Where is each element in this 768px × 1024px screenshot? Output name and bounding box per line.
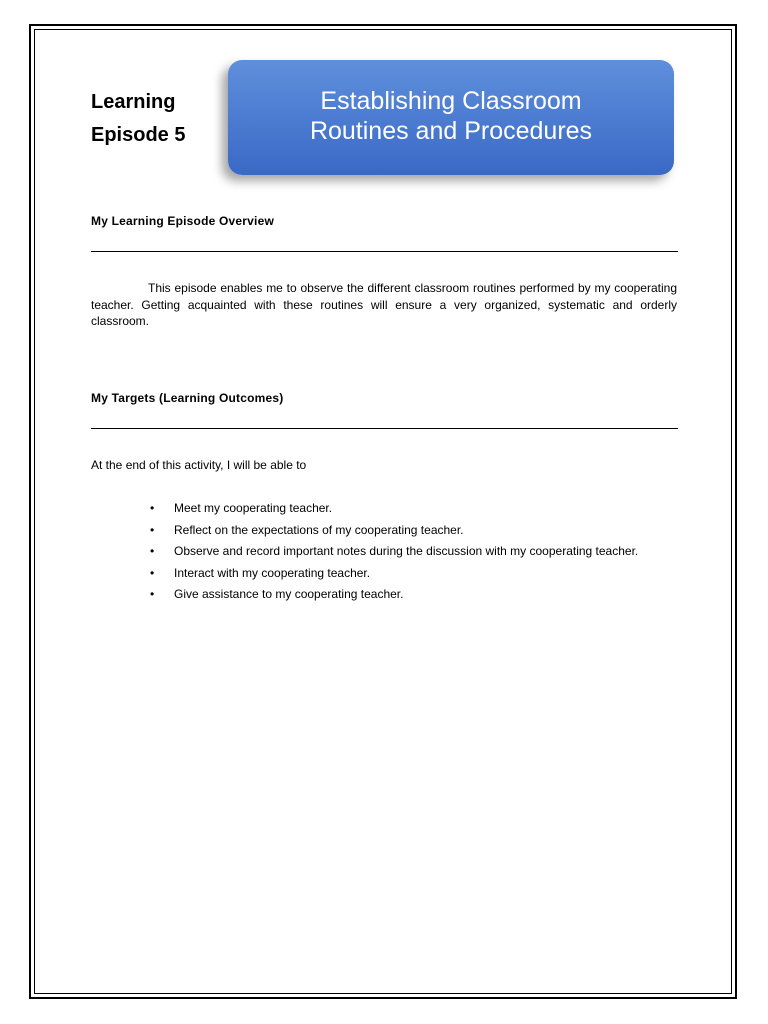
episode-label	[91, 86, 185, 152]
list-item-text: Interact with my cooperating teacher.	[174, 565, 371, 580]
list-item	[150, 520, 677, 542]
list-item	[150, 541, 677, 563]
bullet-icon: •	[150, 501, 155, 515]
list-item-text: Meet my cooperating teacher.	[174, 501, 333, 515]
bullet-icon: •	[150, 522, 155, 537]
list-item-text: Observe and record important notes during the discussion with my cooperating teacher.	[174, 544, 639, 558]
list-item-text: Give assistance to my cooperating teacher.	[174, 587, 404, 601]
overview-divider	[91, 251, 678, 252]
list-item	[150, 584, 677, 606]
bullet-icon: •	[150, 565, 155, 580]
overview-heading: My Learning Episode Overview	[91, 214, 274, 228]
targets-intro: At the end of this activity, I will be able to	[91, 458, 307, 472]
bullet-icon: •	[150, 587, 155, 601]
episode-label-line1: Learning	[91, 91, 176, 113]
targets-heading: My Targets (Learning Outcomes)	[91, 391, 284, 405]
episode-label-line2: Episode 5	[91, 124, 186, 146]
list-item-text: Reflect on the expectations of my cooperating teacher.	[174, 522, 464, 537]
title-banner-line1: Establishing Classroom	[320, 86, 582, 115]
bullet-icon: •	[150, 544, 155, 558]
title-banner	[228, 60, 674, 175]
targets-list	[150, 498, 677, 606]
targets-divider	[91, 428, 678, 429]
list-item	[150, 498, 677, 520]
title-banner-line2: Routines and Procedures	[309, 116, 593, 145]
list-item	[150, 563, 677, 585]
overview-paragraph: This episode enables me to observe the different classroom routines performed by my cooperating teacher. Getting acquainted with these routines will ensure a very organized, systematic and orderly classroom.	[91, 281, 677, 328]
